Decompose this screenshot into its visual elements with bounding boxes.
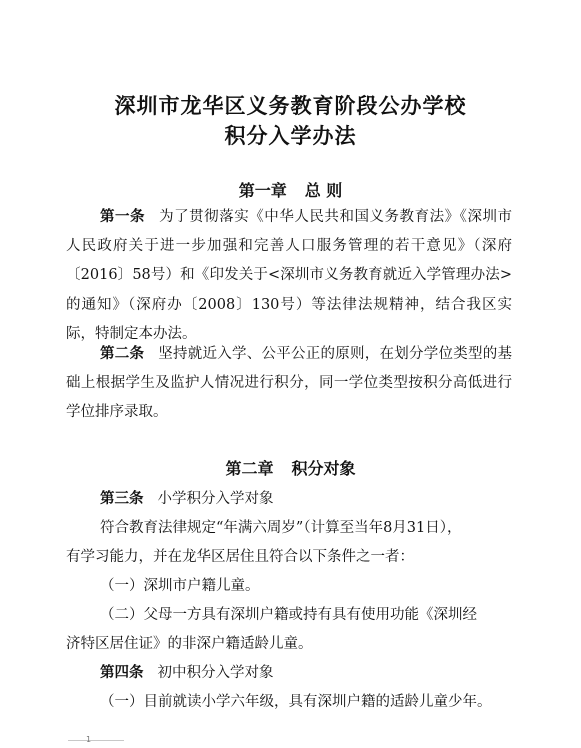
article-3-label: 第三条 xyxy=(100,491,144,507)
chapter-2-label: 第二章 xyxy=(225,459,274,478)
article-3-item-2-line-2: 济特区居住证》的非深户籍适龄儿童。 xyxy=(66,636,313,652)
page-footer xyxy=(0,735,581,748)
chapter-1-label: 第一章 xyxy=(238,181,287,200)
article-3-text: 小学积分入学对象 xyxy=(157,491,274,507)
article-3-item-1: （一）深圳市户籍儿童。 xyxy=(100,578,260,594)
article-3-item-2-line-1: （二）父母一方具有深圳户籍或持有具有使用功能《深圳经 xyxy=(100,607,477,623)
article-1-text: 为了贯彻落实《中华人民共和国义务教育法》《深圳市人民政府关于进一步加强和完善人口服务管理的若干意见》（深府〔2016〕58号）和《印发关于<深圳市义务教育就近入学管理办法>的通知》（深府办〔2008〕130号）等法律法规精神，结合我区实际，特制定本办法。 xyxy=(66,209,513,342)
article-1-label: 第一条 xyxy=(100,209,146,225)
article-4-item-1: （一）目前就读小学六年级，具有深圳户籍的适龄儿童少年。 xyxy=(100,694,492,710)
document-title-line2: 积分入学办法 xyxy=(224,123,357,148)
article-4-label: 第四条 xyxy=(100,665,144,681)
article-3-line-1: 符合教育法律规定“年满六周岁”（计算至当年8月31日）， xyxy=(100,520,462,536)
article-2-text: 坚持就近入学、公平公正的原则，在划分学位类型的基础上根据学生及监护人情况进行积分，同一学位类型按积分高低进行学位排序录取。 xyxy=(66,346,512,421)
article-4-text: 初中积分入学对象 xyxy=(157,665,274,681)
article-1-paragraph xyxy=(66,203,512,349)
chapter-heading-2 xyxy=(0,456,581,479)
article-2-label: 第二条 xyxy=(100,346,145,362)
article-2-paragraph xyxy=(66,340,512,428)
footer-rule xyxy=(68,740,124,746)
document-title-line1: 深圳市龙华区义务教育阶段公办学校 xyxy=(114,93,467,118)
article-3-heading xyxy=(100,487,274,508)
article-4-heading xyxy=(100,661,274,682)
article-3-line-2: 有学习能力，并在龙华区居住且符合以下条件之一者： xyxy=(66,549,414,565)
page-number: 1 xyxy=(86,735,92,744)
chapter-heading-1 xyxy=(0,178,581,201)
chapter-2-name: 积分对象 xyxy=(291,459,356,478)
chapter-1-name: 总 则 xyxy=(304,181,343,200)
